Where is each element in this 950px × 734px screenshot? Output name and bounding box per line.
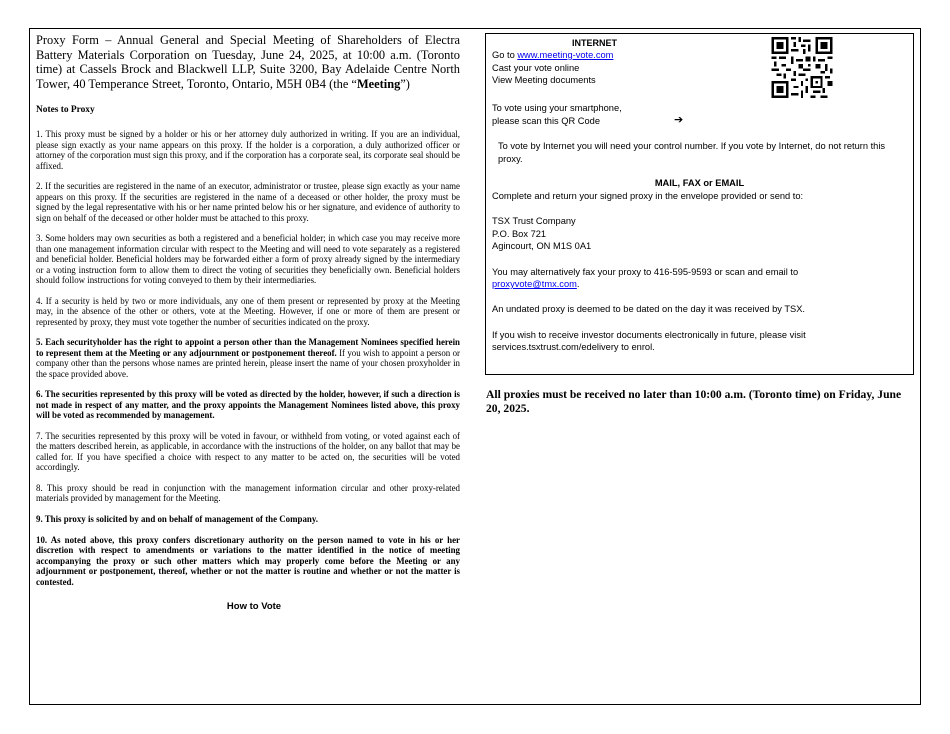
- internet-instructions: [492, 49, 613, 87]
- view-documents-line: View Meeting documents: [492, 75, 596, 86]
- cast-vote-line: Cast your vote online: [492, 62, 580, 73]
- email-link[interactable]: proxyvote@tmx.com: [492, 279, 577, 290]
- voting-instructions-box: [485, 33, 914, 375]
- smartphone-instructions: To vote using your smartphone, please scan this QR Code: [492, 103, 622, 126]
- note-8: 8. This proxy should be read in conjunction with the management information circular and other proxy-related materials provided by management for the Meeting.: [36, 483, 460, 504]
- company-name: TSX Trust Company: [492, 216, 576, 227]
- notes-heading: Notes to Proxy: [36, 105, 95, 116]
- mail-instructions: [492, 190, 907, 354]
- internet-heading: INTERNET: [572, 38, 617, 48]
- po-box: P.O. Box 721: [492, 228, 547, 239]
- note-7: 7. The securities represented by this proxy will be voted in favour, or withheld from voting, or voted against each of the matters described herein, as applicable, in accordance with the instructions of the holder, on any ballot that may be called for. If you have specified a choice with respect to any matter to be acted on, the securities will be voted accordingly.: [36, 431, 460, 473]
- electronic-delivery-note: If you wish to receive investor documents electronically in future, please visit services.tsxtrust.com/edelivery to enrol.: [492, 329, 806, 353]
- note-1: 1. This proxy must be signed by a holder or his or her attorney duly authorized in writing. If you are an individual, please sign exactly as your name appears on this proxy. If the holder is a corporation, a duly authorized officer or attorney of the corporation must sign this proxy, and if the corporation has a corporate seal, its corporate seal should be affixed.: [36, 129, 460, 171]
- note-4: 4. If a security is held by two or more individuals, any one of them present or represented by proxy at the Meeting may, in the absence of the other or others, vote at the Meeting. However, if one or more of them are present or represented by proxy, they must vote together the number of securities indicated on the proxy.: [36, 295, 460, 327]
- website-link[interactable]: www.meeting-vote.com: [517, 50, 614, 60]
- mail-fax-email-heading: MAIL, FAX or EMAIL: [654, 178, 745, 188]
- qr-code-icon[interactable]: [769, 37, 835, 98]
- how-to-vote-heading: How to Vote: [226, 601, 282, 613]
- note-10: 10. As noted above, this proxy confers discretionary authority on the person named to vote in his or her discretion with respect to amendments or variations to the matter identified in the notice of meeting accompanying the proxy or such other matters which may properly come before the Meeting or any adjournment or postponement, thereof, whether or not the matter is routine and whether or not the matter is contested.: [36, 535, 460, 587]
- notes-column: [36, 33, 460, 612]
- meeting-term: Meeting: [356, 76, 401, 91]
- note-6: 6. The securities represented by this proxy will be voted as directed by the holder, however, if such a direction is not made in respect of any matter, and the proxy appoints the Management Nominees listed above, this proxy will be voted as recommended by management.: [36, 389, 460, 421]
- right-arrow-icon: ➔: [674, 114, 684, 126]
- mail-intro: Complete and return your signed proxy in the envelope provided or send to:: [492, 191, 804, 201]
- form-title: Proxy Form – Annual General and Special Meeting of Shareholders of Electra Battery Materials Corporation on Tuesday, June 24, 2025, at 10:00 a.m. (Toronto time) at Cassels Brock and Blackwell LLP, Suite 3200, Bay Adelaide Centre North Tower, 40 Temperance Street, Toronto, Ontario, M5H 0B4 (the “Meeting”): [36, 33, 460, 91]
- city-postal: Agincourt, ON M1S 0A1: [492, 241, 592, 252]
- internet-control-number-note: To vote by Internet you will need your control number. If you vote by Internet, do not return this proxy.: [498, 141, 886, 164]
- go-to-line: Go to www.meeting-vote.com: [492, 50, 614, 60]
- note-5: 5. Each securityholder has the right to appoint a person other than the Management Nominees specified herein to represent them at the Meeting or any adjournment or postponement thereof. If you wish to appoint a person or company other than the persons whose names are printed herein, please insert the name of your chosen proxyholder in the space provided above.: [36, 337, 460, 379]
- fax-email-line: You may alternatively fax your proxy to 416-595-9593 or scan and email to proxyvote@tmx.com.: [492, 266, 799, 290]
- proxy-deadline: All proxies must be received no later than 10:00 a.m. (Toronto time) on Friday, June 20, 2025.: [486, 388, 902, 415]
- note-2: 2. If the securities are registered in the name of an executor, administrator or trustee, please sign exactly as your name appears on this proxy. If the securities are registered in the name of a deceased or other holder, the proxy must be signed by the legal representative with his or her name printed below his or her signature, and evidence of authority to sign on behalf of the deceased or other holder must be attached to this proxy.: [36, 181, 460, 223]
- undated-proxy-note: An undated proxy is deemed to be dated on the day it was received by TSX.: [492, 304, 806, 315]
- note-3: 3. Some holders may own securities as both a registered and a beneficial holder; in which case you may receive more than one management information circular with respect to the Meeting and will need to vote separately as a registered and beneficial holder. Beneficial holders may be forwarded either a form of proxy already signed by the intermediary or a voting instruction form to allow them to direct the voting of securities they beneficially own. Beneficial holders should follow instructions for voting conveyed to them by their intermediaries.: [36, 233, 460, 286]
- note-9: 9. This proxy is solicited by and on behalf of management of the Company.: [36, 514, 318, 525]
